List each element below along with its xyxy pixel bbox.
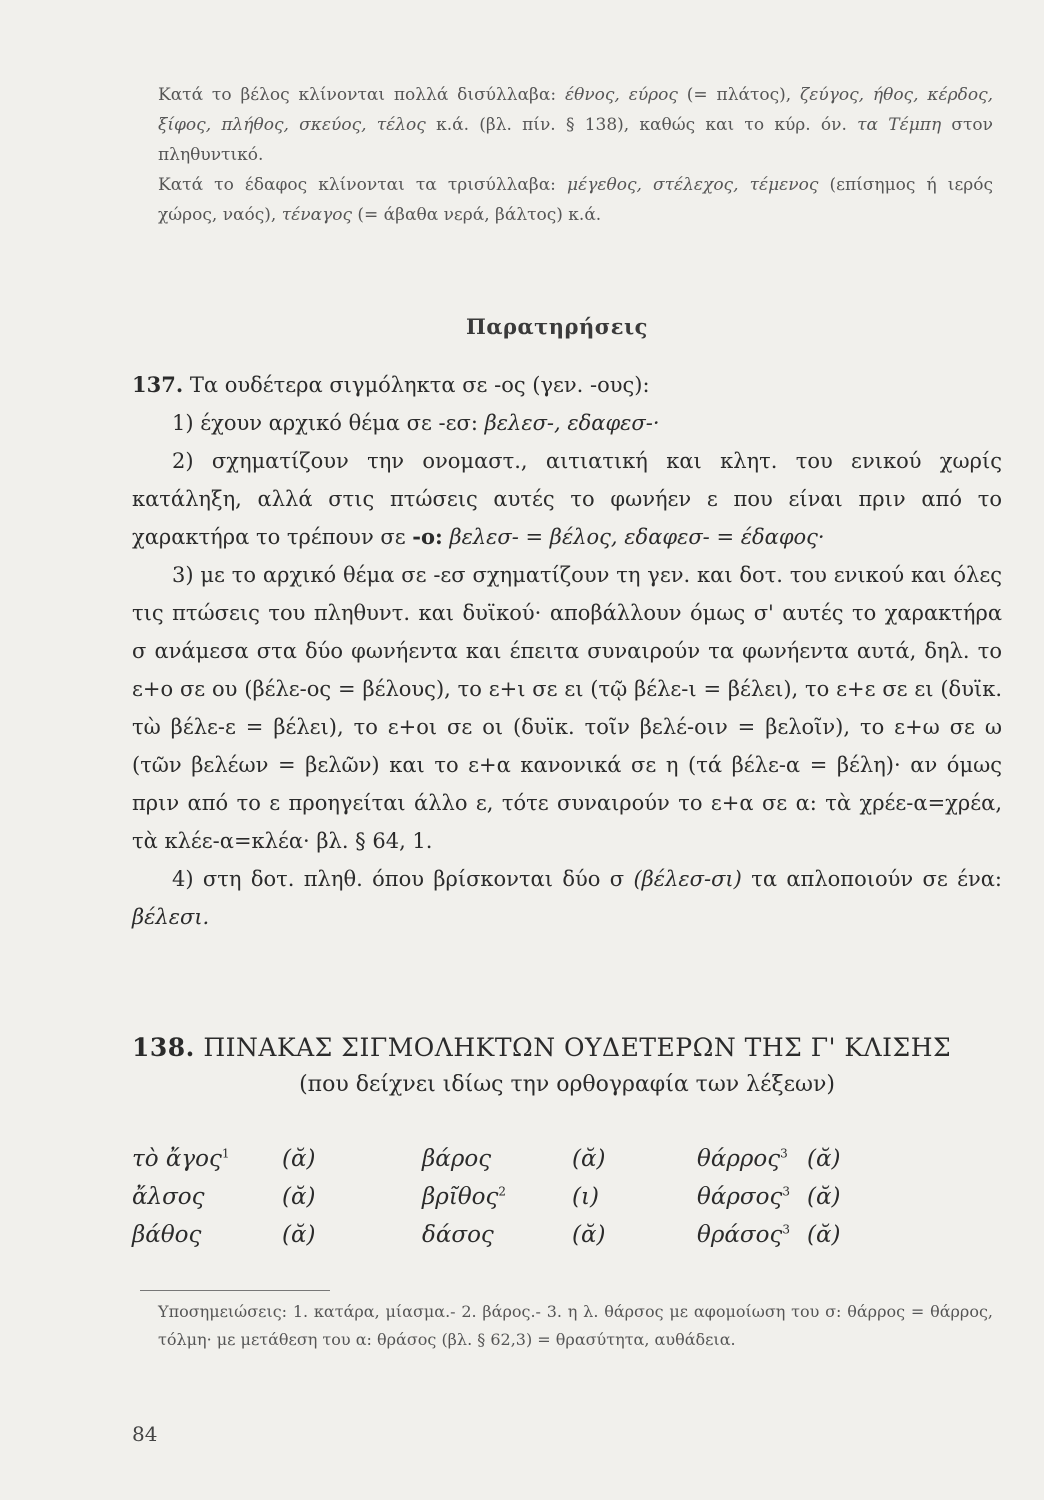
remark-1: 1) έχουν αρχικό θέμα σε -εσ: βελεσ-, εδαφεσ-· bbox=[172, 411, 660, 435]
table-row bbox=[132, 1216, 892, 1254]
table-cell: θάρσος$^3$ bbox=[697, 1184, 790, 1210]
table-cell: (ᾰ) bbox=[572, 1222, 606, 1248]
table-cell: (ᾰ) bbox=[807, 1146, 841, 1172]
table-cell: θάρρος$^3$ bbox=[697, 1146, 788, 1172]
intro-paragraph-1: Κατά το βέλος κλίνονται πολλά δισύλλαβα: έθνος, εύρος (= πλάτος), ζεύγος, ήθος, κέρδος, ξίφος, πλήθος, σκεύος, τέλος κ.ά. (βλ. πίν. § 138), καθώς και το κύρ. όν. τα Τέμπη στον πληθυντικό. bbox=[158, 85, 994, 165]
table-cell: (ᾰ) bbox=[282, 1222, 316, 1248]
table-cell: βάθος bbox=[132, 1222, 202, 1248]
remark-3: 3) με το αρχικό θέμα σε -εσ σχηματίζουν τη γεν. και δοτ. του ενικού και όλες τις πτώσεις του πληθυντ. και δυϊκού· αποβάλλουν όμως σ' αυτές το χαρακτήρα σ ανάμεσα στα δύο φωνήεντα και έπειτα συναιρούν τα φωνήεντα αυτά, δηλ. το ε+ο σε ου (βέλε-ος = βέλους), το ε+ι σε ει (τῷ βέλε-ι = βέλει), το ε+ε σε ει (δυϊκ. τὼ βέλε-ε = βέλει), το ε+οι σε οι (δυϊκ. τοῖν βελέ-οιν = βελοῖν), το ε+ω σε ω (τῶν βελέων = βελῶν) και το ε+α κανονικά σε η (τά βέλε-α = βέλη)· αν όμως πριν από το ε προηγείται άλλο ε, τότε συναιρούν το ε+α σε α: τὰ χρέε-α=χρέα, τὰ κλέε-α=κλέα· βλ. § 64, 1. bbox=[132, 563, 1002, 853]
table-row bbox=[132, 1178, 892, 1216]
remarks-section bbox=[132, 366, 1002, 936]
words-table bbox=[132, 1140, 892, 1254]
remark-137: 137. Τα ουδέτερα σιγμόληκτα σε -ος (γεν. -ους): bbox=[132, 372, 650, 397]
section-heading: Παρατηρήσεις bbox=[466, 314, 648, 339]
table-cell: (ι) bbox=[572, 1184, 599, 1210]
table-cell: βάρος bbox=[422, 1146, 492, 1172]
table-cell: (ᾰ) bbox=[282, 1146, 316, 1172]
table-cell: δάσος bbox=[422, 1222, 494, 1248]
intro-paragraph-2: Κατά το έδαφος κλίνονται τα τρισύλλαβα: μέγεθος, στέλεχος, τέμενος (επίσημος ή ιερός χώρος, ναός), τέναγος (= άβαθα νερά, βάλτος) κ.ά. bbox=[158, 175, 994, 225]
table-cell: (ᾰ) bbox=[807, 1222, 841, 1248]
remark-4: 4) στη δοτ. πληθ. όπου βρίσκονται δύο σ (βέλεσ-σι) τα απλοποιούν σε ένα: βέλεσι. bbox=[132, 867, 1003, 929]
table-cell: ἄλσος bbox=[132, 1184, 205, 1210]
page-number: 84 bbox=[132, 1422, 158, 1446]
table-cell: (ᾰ) bbox=[807, 1184, 841, 1210]
intro-text bbox=[158, 80, 993, 230]
table-cell: βρῖθος$^2$ bbox=[422, 1184, 507, 1210]
table-row bbox=[132, 1140, 892, 1178]
table-subtitle: (που δείχνει ιδίως την ορθογραφία των λέξεων) bbox=[299, 1072, 835, 1097]
remark-2: 2) σχηματίζουν την ονομαστ., αιτιατική και κλητ. του ενικού χωρίς κατάληξη, αλλά στις πτώσεις αυτές το φωνήεν ε που είναι πριν από το χαρακτήρα το τρέπουν σε -ο: βελεσ- = βέλος, εδαφεσ- = έδαφος· bbox=[132, 449, 1002, 549]
table-cell: θράσος$^3$ bbox=[697, 1222, 790, 1248]
table-cell: τὸ ἄγος$^1$ bbox=[132, 1146, 230, 1172]
footnote: Υποσημειώσεις: 1. κατάρα, μίασμα.- 2. βάρος.- 3. η λ. θάρσος με αφομοίωση του σ: θάρρος = θάρρος, τόλμη· με μετάθεση του α: θράσος (βλ. § 62,3) = θρασύτητα, αυθάδεια. bbox=[158, 1302, 993, 1349]
table-cell: (ᾰ) bbox=[572, 1146, 606, 1172]
footnote-divider bbox=[140, 1290, 330, 1291]
table-title: 138. ΠΙΝΑΚΑΣ ΣΙΓΜΟΛΗΚΤΩΝ ΟΥΔΕΤΕΡΩΝ ΤΗΣ Γ' ΚΛΙΣΗΣ bbox=[132, 1033, 952, 1062]
table-cell: (ᾰ) bbox=[282, 1184, 316, 1210]
